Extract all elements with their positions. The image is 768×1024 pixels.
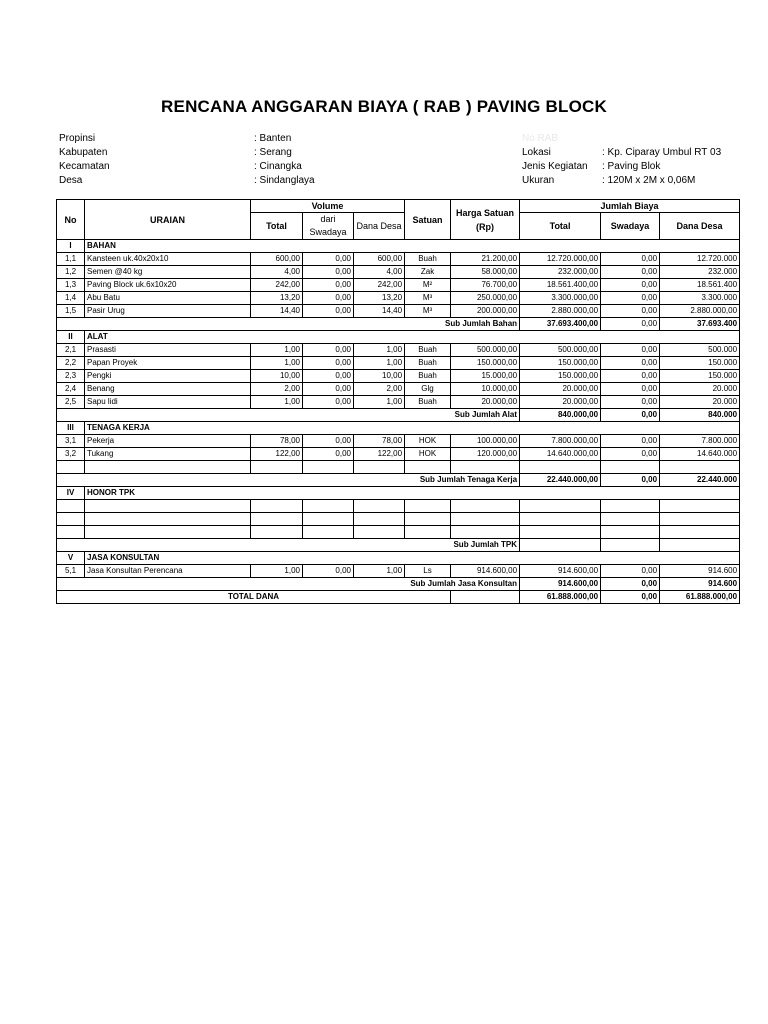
cell-vol-total: 78,00 <box>251 435 303 448</box>
cell-vol-swadaya: 0,00 <box>303 435 354 448</box>
empty-row <box>57 513 740 526</box>
cell-satuan: HOK <box>405 448 451 461</box>
cell-vol-total: 4,00 <box>251 266 303 279</box>
info-row-desa <box>59 174 315 188</box>
cell-harga: 20.000,00 <box>451 396 520 409</box>
cell-jb-desa: 914.600 <box>660 565 740 578</box>
cell-no: 2,4 <box>57 383 85 396</box>
header-vol-dana-desa: Dana Desa <box>354 213 405 240</box>
info-row-jenis-kegiatan <box>522 160 721 174</box>
cell-satuan: Zak <box>405 266 451 279</box>
cell-vol-total: 600,00 <box>251 253 303 266</box>
info-value: : 120M x 2M x 0,06M <box>602 175 696 186</box>
info-value: : Paving Blok <box>602 161 661 172</box>
section-header <box>57 552 740 565</box>
cell-no: 2,5 <box>57 396 85 409</box>
subtotal-total: 37.693.400,00 <box>520 318 601 331</box>
table-row <box>57 357 740 370</box>
cell-jb-swadaya: 0,00 <box>601 396 660 409</box>
cell-jb-swadaya: 0,00 <box>601 292 660 305</box>
header-uraian: URAIAN <box>85 200 251 240</box>
cell-uraian: Pekerja <box>85 435 251 448</box>
cell-harga: 76.700,00 <box>451 279 520 292</box>
header-volume: Volume <box>251 200 405 213</box>
cell-jb-swadaya: 0,00 <box>601 344 660 357</box>
cell-satuan: M² <box>405 279 451 292</box>
info-row-lokasi <box>522 146 721 160</box>
subtotal-desa: 914.600 <box>660 578 740 591</box>
section-no: II <box>57 331 85 344</box>
info-row-propinsi <box>59 132 315 146</box>
cell-vol-swadaya: 0,00 <box>303 266 354 279</box>
section-no: III <box>57 422 85 435</box>
cell-vol-desa: 1,00 <box>354 357 405 370</box>
table-row <box>57 305 740 318</box>
cell-vol-desa: 10,00 <box>354 370 405 383</box>
subtotal-row <box>57 409 740 422</box>
cell-harga: 914.600,00 <box>451 565 520 578</box>
cell-harga: 15.000,00 <box>451 370 520 383</box>
header-jumlah-biaya: Jumlah Biaya <box>520 200 740 213</box>
cell-no: 3,2 <box>57 448 85 461</box>
cell-no: 3,1 <box>57 435 85 448</box>
cell-uraian: Sapu lidi <box>85 396 251 409</box>
info-label: Desa <box>59 175 83 186</box>
table-row <box>57 266 740 279</box>
cell-vol-total: 242,00 <box>251 279 303 292</box>
header-vol-swadaya: dari Swadaya <box>303 213 354 240</box>
header-jb-total: Total <box>520 213 601 240</box>
total-label: TOTAL DANA <box>57 591 451 604</box>
subtotal-desa: 22.440.000 <box>660 474 740 487</box>
cell-jb-desa: 14.640.000 <box>660 448 740 461</box>
cell-vol-desa: 1,00 <box>354 344 405 357</box>
subtotal-swadaya: 0,00 <box>601 578 660 591</box>
cell-no: 2,2 <box>57 357 85 370</box>
cell-harga: 500.000,00 <box>451 344 520 357</box>
cell-vol-swadaya: 0,00 <box>303 357 354 370</box>
cell-jb-total: 12.720.000,00 <box>520 253 601 266</box>
cell-vol-swadaya: 0,00 <box>303 396 354 409</box>
section-no: IV <box>57 487 85 500</box>
cell-vol-desa: 1,00 <box>354 565 405 578</box>
subtotal-desa: 37.693.400 <box>660 318 740 331</box>
empty-row <box>57 526 740 539</box>
cell-jb-total: 150.000,00 <box>520 357 601 370</box>
cell-vol-desa: 2,00 <box>354 383 405 396</box>
table-row <box>57 292 740 305</box>
cell-no: 1,4 <box>57 292 85 305</box>
section-name: ALAT <box>85 331 740 344</box>
cell-uraian: Tukang <box>85 448 251 461</box>
table-row <box>57 396 740 409</box>
cell-jb-swadaya: 0,00 <box>601 435 660 448</box>
cell-vol-total: 1,00 <box>251 565 303 578</box>
cell-uraian: Papan Proyek <box>85 357 251 370</box>
cell-jb-desa: 12.720.000 <box>660 253 740 266</box>
cell-harga: 250.000,00 <box>451 292 520 305</box>
cell-vol-swadaya: 0,00 <box>303 448 354 461</box>
cell-jb-desa: 3.300.000 <box>660 292 740 305</box>
cell-no: 1,3 <box>57 279 85 292</box>
cell-vol-desa: 122,00 <box>354 448 405 461</box>
info-label: Lokasi <box>522 147 551 158</box>
subtotal-label: Sub Jumlah Jasa Konsultan <box>57 578 520 591</box>
cell-jb-swadaya: 0,00 <box>601 305 660 318</box>
empty-row <box>57 461 740 474</box>
cell-jb-swadaya: 0,00 <box>601 370 660 383</box>
subtotal-row <box>57 474 740 487</box>
header-satuan: Satuan <box>405 200 451 240</box>
cell-vol-total: 10,00 <box>251 370 303 383</box>
cell-no: 2,1 <box>57 344 85 357</box>
cell-satuan: Buah <box>405 370 451 383</box>
table-row <box>57 279 740 292</box>
cell-jb-desa: 7.800.000 <box>660 435 740 448</box>
rab-table <box>56 199 740 604</box>
info-value: : Sindanglaya <box>254 175 315 186</box>
cell-vol-swadaya: 0,00 <box>303 279 354 292</box>
cell-uraian: Abu Batu <box>85 292 251 305</box>
cell-vol-total: 1,00 <box>251 357 303 370</box>
cell-vol-desa: 13,20 <box>354 292 405 305</box>
cell-satuan: Buah <box>405 344 451 357</box>
cell-harga: 200.000,00 <box>451 305 520 318</box>
cell-vol-swadaya: 0,00 <box>303 305 354 318</box>
section-header <box>57 331 740 344</box>
subtotal-label: Sub Jumlah TPK <box>57 539 520 552</box>
header-jb-dana-desa: Dana Desa <box>660 213 740 240</box>
info-value: : Kp. Ciparay Umbul RT 03 <box>602 147 722 158</box>
cell-jb-swadaya: 0,00 <box>601 448 660 461</box>
cell-uraian: Jasa Konsultan Perencana <box>85 565 251 578</box>
cell-vol-swadaya: 0,00 <box>303 383 354 396</box>
subtotal-total: 840.000,00 <box>520 409 601 422</box>
info-left <box>59 132 315 188</box>
subtotal-row <box>57 318 740 331</box>
section-name: HONOR TPK <box>85 487 740 500</box>
header-vol-total: Total <box>251 213 303 240</box>
cell-jb-total: 500.000,00 <box>520 344 601 357</box>
subtotal-swadaya: 0,00 <box>601 474 660 487</box>
section-no: I <box>57 240 85 253</box>
cell-satuan: Buah <box>405 396 451 409</box>
cell-jb-swadaya: 0,00 <box>601 266 660 279</box>
section-no: V <box>57 552 85 565</box>
cell-vol-total: 1,00 <box>251 344 303 357</box>
cell-jb-total: 20.000,00 <box>520 383 601 396</box>
cell-jb-total: 2.880.000,00 <box>520 305 601 318</box>
cell-jb-total: 7.800.000,00 <box>520 435 601 448</box>
cell-vol-total: 2,00 <box>251 383 303 396</box>
subtotal-swadaya: 0,00 <box>601 318 660 331</box>
header-no: No <box>57 200 85 240</box>
section-name: TENAGA KERJA <box>85 422 740 435</box>
cell-jb-swadaya: 0,00 <box>601 383 660 396</box>
cell-jb-desa: 150.000 <box>660 370 740 383</box>
cell-jb-desa: 150.000 <box>660 357 740 370</box>
cell-uraian: Pengki <box>85 370 251 383</box>
cell-no: 1,1 <box>57 253 85 266</box>
info-row-kabupaten <box>59 146 315 160</box>
table-row <box>57 383 740 396</box>
cell-satuan: Ls <box>405 565 451 578</box>
cell-no: 1,2 <box>57 266 85 279</box>
total-row <box>57 591 740 604</box>
info-label: Jenis Kegiatan <box>522 161 588 172</box>
subtotal-label: Sub Jumlah Alat <box>57 409 520 422</box>
cell-harga: 58.000,00 <box>451 266 520 279</box>
table-row <box>57 565 740 578</box>
info-row-ukuran <box>522 174 721 188</box>
cell-vol-total: 1,00 <box>251 396 303 409</box>
cell-vol-total: 14,40 <box>251 305 303 318</box>
subtotal-swadaya: 0,00 <box>601 409 660 422</box>
cell-harga: 21.200,00 <box>451 253 520 266</box>
info-label: No RAB <box>522 133 559 144</box>
table-row <box>57 344 740 357</box>
cell-jb-swadaya: 0,00 <box>601 279 660 292</box>
cell-no: 5,1 <box>57 565 85 578</box>
cell-satuan: Glg <box>405 383 451 396</box>
cell-uraian: Pasir Urug <box>85 305 251 318</box>
subtotal-total: 22.440.000,00 <box>520 474 601 487</box>
table-row <box>57 253 740 266</box>
table-row <box>57 370 740 383</box>
cell-jb-swadaya: 0,00 <box>601 253 660 266</box>
cell-satuan: M³ <box>405 305 451 318</box>
cell-jb-desa: 20.000 <box>660 396 740 409</box>
info-label: Propinsi <box>59 133 96 144</box>
info-label: Ukuran <box>522 175 555 186</box>
cell-harga: 120.000,00 <box>451 448 520 461</box>
cell-jb-desa: 2.880.000,00 <box>660 305 740 318</box>
cell-jb-total: 18.561.400,00 <box>520 279 601 292</box>
table-row <box>57 435 740 448</box>
subtotal-label: Sub Jumlah Bahan <box>57 318 520 331</box>
cell-vol-desa: 600,00 <box>354 253 405 266</box>
cell-satuan: Buah <box>405 357 451 370</box>
cell-vol-desa: 78,00 <box>354 435 405 448</box>
cell-vol-desa: 1,00 <box>354 396 405 409</box>
cell-no: 1,5 <box>57 305 85 318</box>
cell-jb-total: 232.000,00 <box>520 266 601 279</box>
subtotal-label: Sub Jumlah Tenaga Kerja <box>57 474 520 487</box>
section-header <box>57 240 740 253</box>
total-desa: 61.888.000,00 <box>660 591 740 604</box>
cell-jb-total: 914.600,00 <box>520 565 601 578</box>
cell-jb-total: 14.640.000,00 <box>520 448 601 461</box>
cell-jb-desa: 232.000 <box>660 266 740 279</box>
info-value: : Cinangka <box>254 161 302 172</box>
info-value: : Banten <box>254 133 292 144</box>
info-value: : Serang <box>254 147 292 158</box>
subtotal-row <box>57 539 740 552</box>
cell-harga: 150.000,00 <box>451 357 520 370</box>
total-swadaya: 0,00 <box>601 591 660 604</box>
document-title: RENCANA ANGGARAN BIAYA ( RAB ) PAVING BLOCK <box>161 97 607 116</box>
cell-vol-swadaya: 0,00 <box>303 292 354 305</box>
cell-vol-desa: 242,00 <box>354 279 405 292</box>
cell-jb-total: 20.000,00 <box>520 396 601 409</box>
cell-uraian: Benang <box>85 383 251 396</box>
table-row <box>57 448 740 461</box>
info-row-kecamatan <box>59 160 315 174</box>
cell-vol-swadaya: 0,00 <box>303 253 354 266</box>
info-right <box>522 132 721 188</box>
empty-row <box>57 500 740 513</box>
cell-vol-desa: 14,40 <box>354 305 405 318</box>
header-harga-satuan: Harga Satuan (Rp) <box>451 200 520 240</box>
cell-uraian: Prasasti <box>85 344 251 357</box>
cell-vol-swadaya: 0,00 <box>303 344 354 357</box>
info-label: Kabupaten <box>59 147 108 158</box>
section-header <box>57 422 740 435</box>
cell-uraian: Kansteen uk.40x20x10 <box>85 253 251 266</box>
header-jb-swadaya: Swadaya <box>601 213 660 240</box>
cell-harga: 100.000,00 <box>451 435 520 448</box>
cell-jb-desa: 20.000 <box>660 383 740 396</box>
subtotal-total: 914.600,00 <box>520 578 601 591</box>
cell-satuan: Buah <box>405 253 451 266</box>
cell-jb-swadaya: 0,00 <box>601 565 660 578</box>
cell-satuan: M³ <box>405 292 451 305</box>
cell-satuan: HOK <box>405 435 451 448</box>
cell-vol-desa: 4,00 <box>354 266 405 279</box>
cell-jb-total: 3.300.000,00 <box>520 292 601 305</box>
subtotal-desa: 840.000 <box>660 409 740 422</box>
cell-vol-total: 13,20 <box>251 292 303 305</box>
section-name: JASA KONSULTAN <box>85 552 740 565</box>
cell-jb-desa: 18.561.400 <box>660 279 740 292</box>
section-name: BAHAN <box>85 240 740 253</box>
info-row-no-rab <box>522 132 721 146</box>
info-label: Kecamatan <box>59 161 110 172</box>
section-header <box>57 487 740 500</box>
subtotal-row <box>57 578 740 591</box>
cell-jb-swadaya: 0,00 <box>601 357 660 370</box>
total-total: 61.888.000,00 <box>520 591 601 604</box>
cell-uraian: Semen @40 kg <box>85 266 251 279</box>
cell-vol-total: 122,00 <box>251 448 303 461</box>
cell-harga: 10.000,00 <box>451 383 520 396</box>
cell-uraian: Paving Block uk.6x10x20 <box>85 279 251 292</box>
cell-no: 2,3 <box>57 370 85 383</box>
cell-jb-total: 150.000,00 <box>520 370 601 383</box>
cell-vol-swadaya: 0,00 <box>303 370 354 383</box>
cell-vol-swadaya: 0,00 <box>303 565 354 578</box>
cell-jb-desa: 500.000 <box>660 344 740 357</box>
